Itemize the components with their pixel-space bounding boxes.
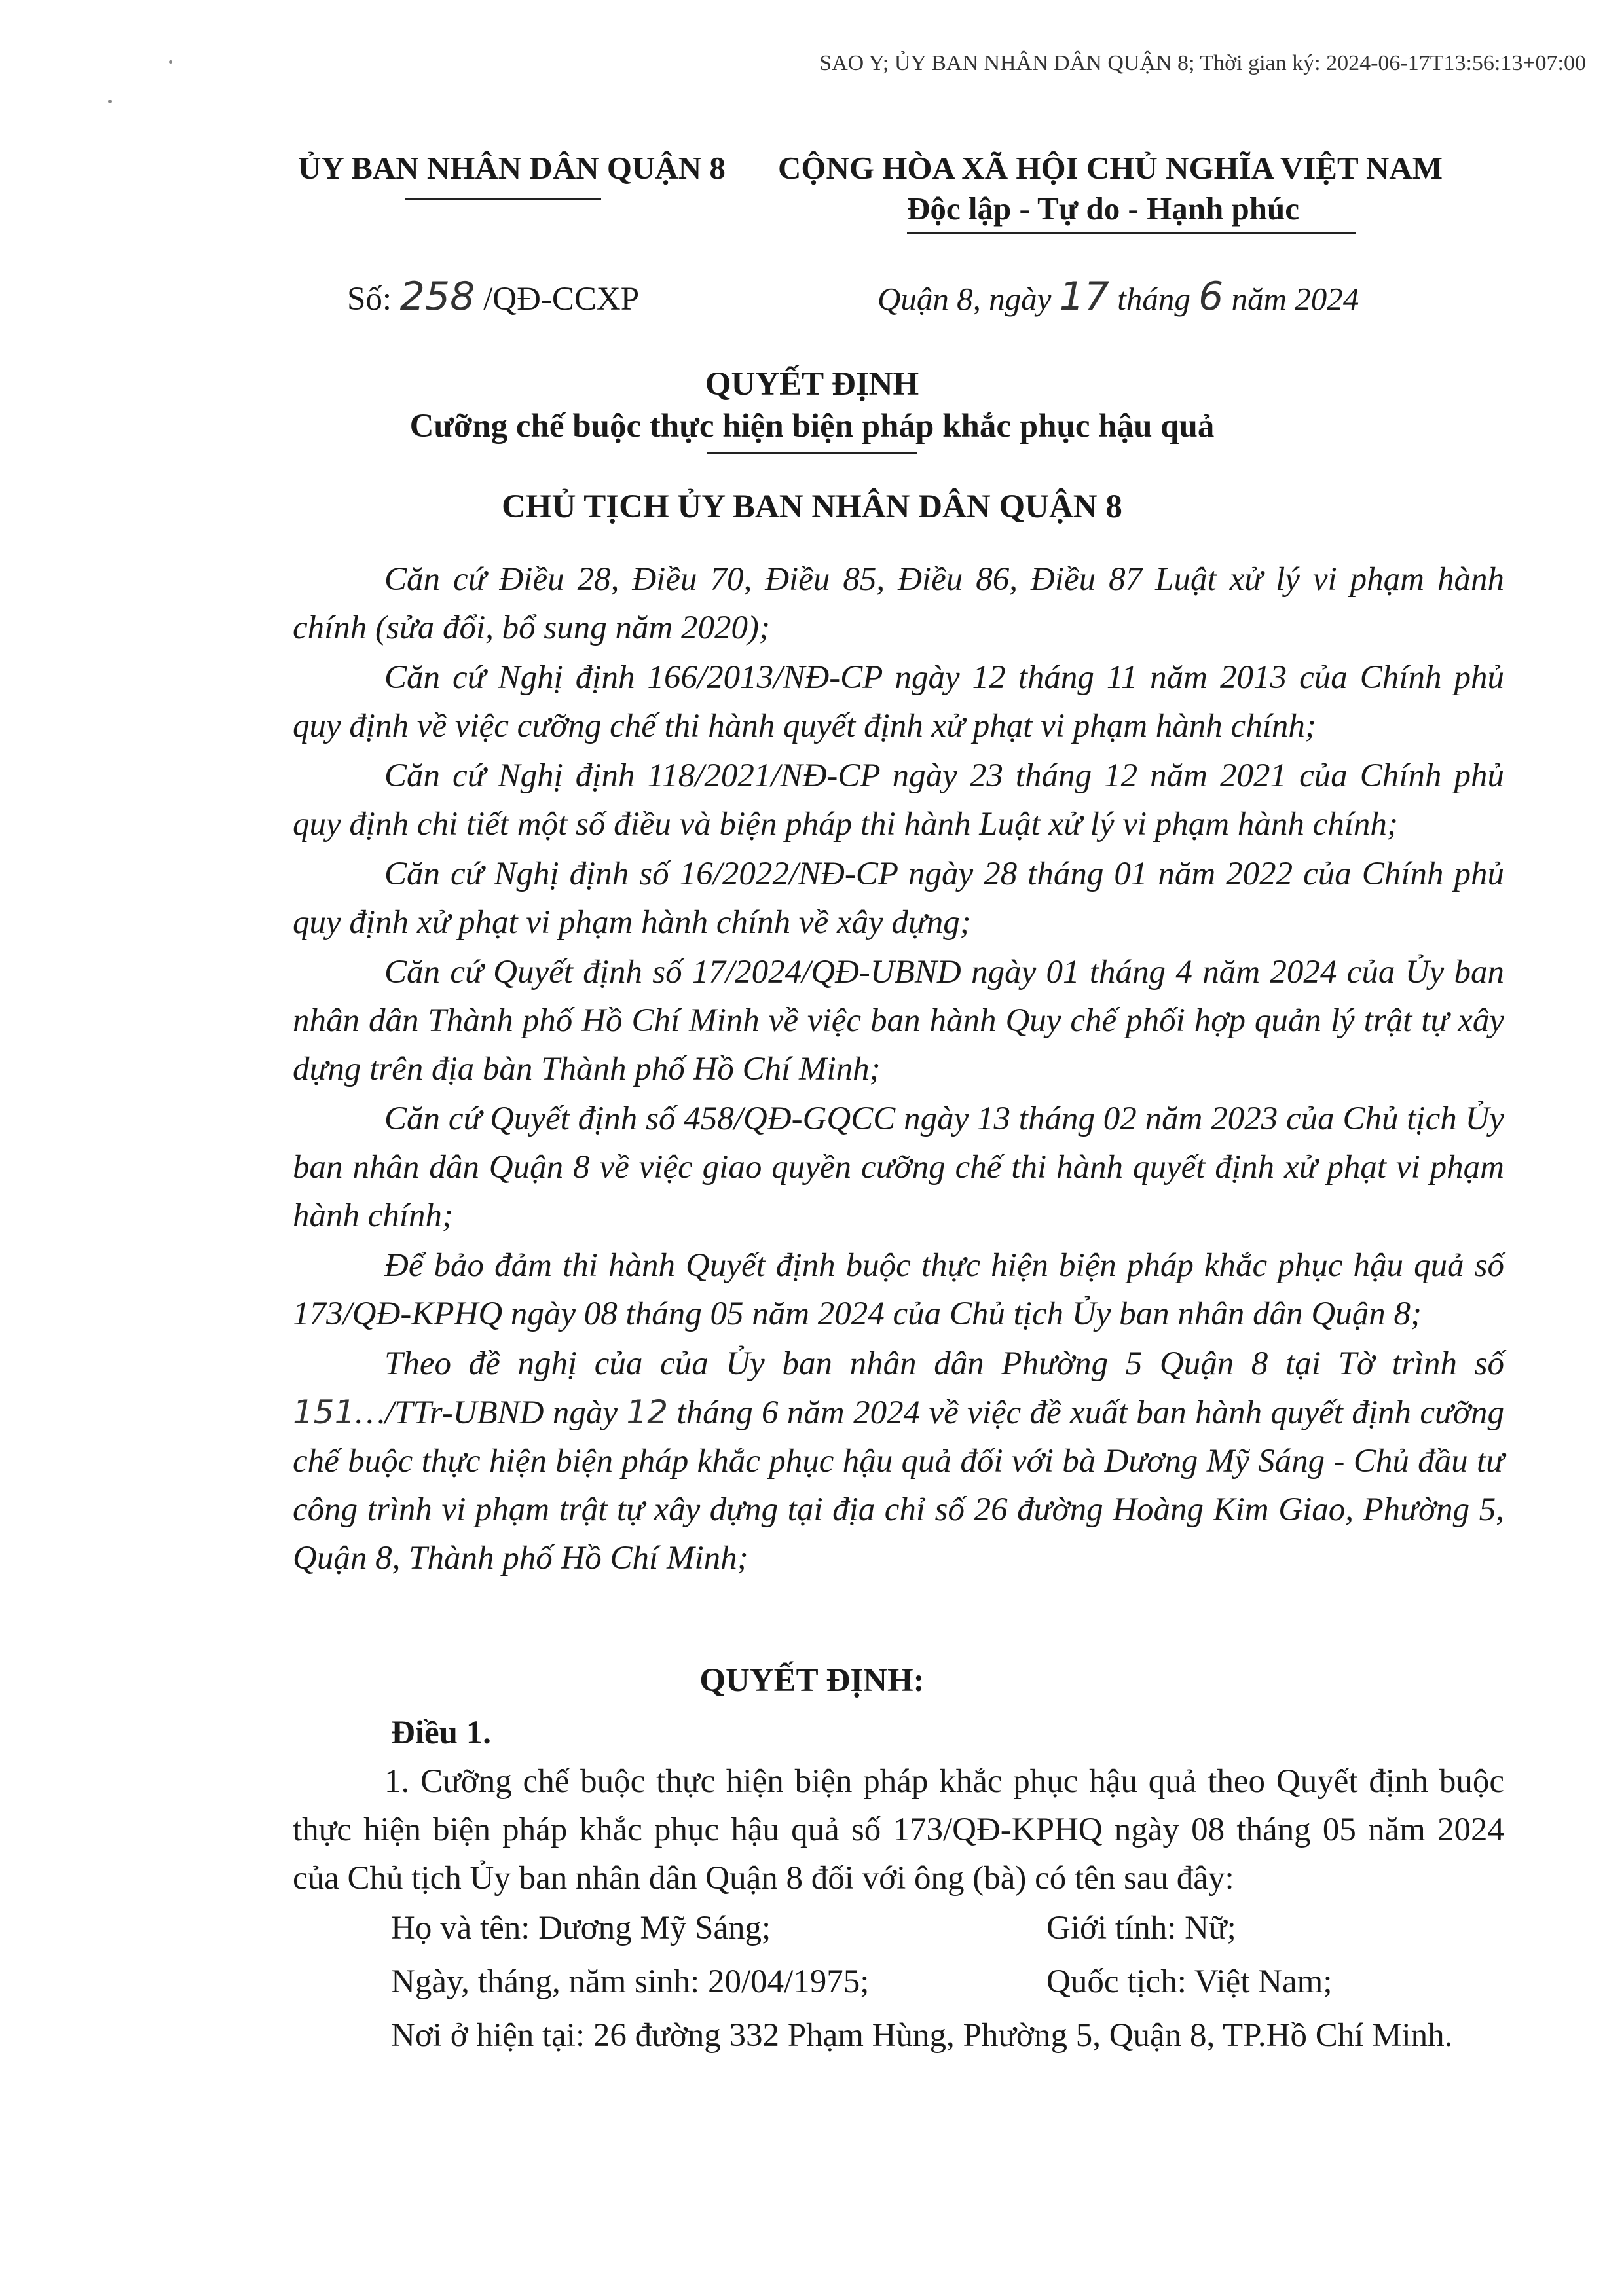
handwritten-proposal-day: 12 [626, 1393, 669, 1431]
scan-speck [108, 100, 112, 103]
legal-basis-7: Để bảo đảm thi hành Quyết định buộc thực hiện biện pháp khắc phục hậu quả số 173/QĐ-KPHQ ngày 08 tháng 05 năm 2024 của Chủ tịch Ủy ban nhân dân Quận 8; [293, 1247, 1504, 1332]
date-year: năm 2024 [1231, 281, 1359, 317]
handwritten-proposal-number: 151 [293, 1393, 356, 1431]
handwritten-month: 6 [1198, 274, 1224, 319]
document-number [347, 274, 639, 319]
signature-stamp-line: SAO Y; ỦY BAN NHÂN DÂN QUẬN 8; Thời gian ký: 2024-06-17T13:56:13+07:00 [819, 51, 1586, 75]
proposal-paragraph [293, 1339, 1504, 1582]
person-dob: Ngày, tháng, năm sinh: 20/04/1975; [391, 1963, 870, 2000]
handwritten-day: 17 [1059, 274, 1109, 319]
proposal-number-suffix: …/TTr-UBND ngày [355, 1394, 618, 1431]
document-subtitle: Cưỡng chế buộc thực hiện biện pháp khắc phục hậu quả [409, 408, 1215, 445]
legal-basis-6: Căn cứ Quyết định số 458/QĐ-GQCC ngày 13 tháng 02 năm 2023 của Chủ tịch Ủy ban nhân dân Quận 8 về việc giao quyền cưỡng chế thi hành quyết định xử phạt vi phạm hành chính; [293, 1101, 1504, 1234]
person-nationality: Quốc tịch: Việt Nam; [1046, 1963, 1333, 2000]
scan-speck [169, 60, 172, 64]
issue-date [877, 274, 1359, 319]
number-prefix: Số: [347, 281, 392, 318]
handwritten-number: 258 [399, 274, 475, 319]
proposal-line-2: tháng 6 năm 2024 về việc đề xuất ban hành quyết [676, 1394, 1343, 1431]
document-title: QUYẾT ĐỊNH [705, 366, 919, 403]
proposal-line-1: Theo đề nghị của của Ủy ban nhân dân Phường 5 Quận 8 tại Tờ trình số [384, 1345, 1504, 1382]
decision-heading: QUYẾT ĐỊNH: [699, 1662, 925, 1699]
legal-basis-4: Căn cứ Nghị định số 16/2022/NĐ-CP ngày 28 tháng 01 năm 2022 của Chính phủ quy định xử phạt vi phạm hành chính về xây dựng; [293, 856, 1504, 941]
article-1-clause-1: 1. Cưỡng chế buộc thực hiện biện pháp khắc phục hậu quả theo Quyết định buộc thực hiện biện pháp khắc phục hậu quả số 173/QĐ-KPHQ ngày 08 tháng 05 năm 2024 của Chủ tịch Ủy ban nhân dân Quận 8 đối với ông (bà) có tên sau đây: [293, 1763, 1504, 1897]
date-place: Quận 8, ngày [877, 281, 1052, 317]
proposal-rest: định cưỡng chế buộc thực hiện biện pháp khắc phục hậu quả đối với bà Dương Mỹ Sáng - Chủ đầu tư công trình vi phạm trật tự xây dựng tại địa chỉ số 26 đường Hoàng Kim Giao, Phường 5, Quận 8, Thành phố Hồ Chí Minh; [293, 1394, 1505, 1576]
person-gender: Giới tính: Nữ; [1046, 1910, 1236, 1946]
legal-basis-2: Căn cứ Nghị định 166/2013/NĐ-CP ngày 12 tháng 11 năm 2013 của Chính phủ quy định về việc cưỡng chế thi hành quyết định xử phạt vi phạm hành chính; [293, 659, 1504, 744]
legal-basis-1: Căn cứ Điều 28, Điều 70, Điều 85, Điều 86, Điều 87 Luật xử lý vi phạm hành chính (sửa đổi, bổ sung năm 2020); [293, 561, 1504, 646]
issuer-underline [405, 198, 601, 200]
article-1-heading: Điều 1. [391, 1715, 491, 1751]
issuer-name: ỦY BAN NHÂN DÂN QUẬN 8 [298, 150, 726, 186]
motto-underline [907, 232, 1356, 234]
subtitle-underline [707, 452, 917, 454]
person-name: Họ và tên: Dương Mỹ Sáng; [391, 1910, 771, 1946]
legal-basis-5: Căn cứ Quyết định số 17/2024/QĐ-UBND ngày 01 tháng 4 năm 2024 của Ủy ban nhân dân Thành phố Hồ Chí Minh về việc ban hành Quy chế phối hợp quản lý trật tự xây dựng trên địa bàn Thành phố Hồ Chí Minh; [293, 954, 1504, 1087]
date-month-label: tháng [1117, 281, 1190, 317]
legal-bases [293, 555, 1504, 1582]
number-suffix: /QĐ-CCXP [483, 281, 640, 318]
national-motto: Độc lập - Tự do - Hạnh phúc [907, 191, 1299, 227]
authority-title: CHỦ TỊCH ỦY BAN NHÂN DÂN QUẬN 8 [502, 488, 1122, 525]
person-address: Nơi ở hiện tại: 26 đường 332 Phạm Hùng, Phường 5, Quận 8, TP.Hồ Chí Minh. [391, 2017, 1453, 2054]
nation-name: CỘNG HÒA XÃ HỘI CHỦ NGHĨA VIỆT NAM [778, 150, 1443, 186]
legal-basis-3: Căn cứ Nghị định 118/2021/NĐ-CP ngày 23 tháng 12 năm 2021 của Chính phủ quy định chi tiết một số điều và biện pháp thi hành Luật xử lý vi phạm hành chính; [293, 757, 1504, 843]
